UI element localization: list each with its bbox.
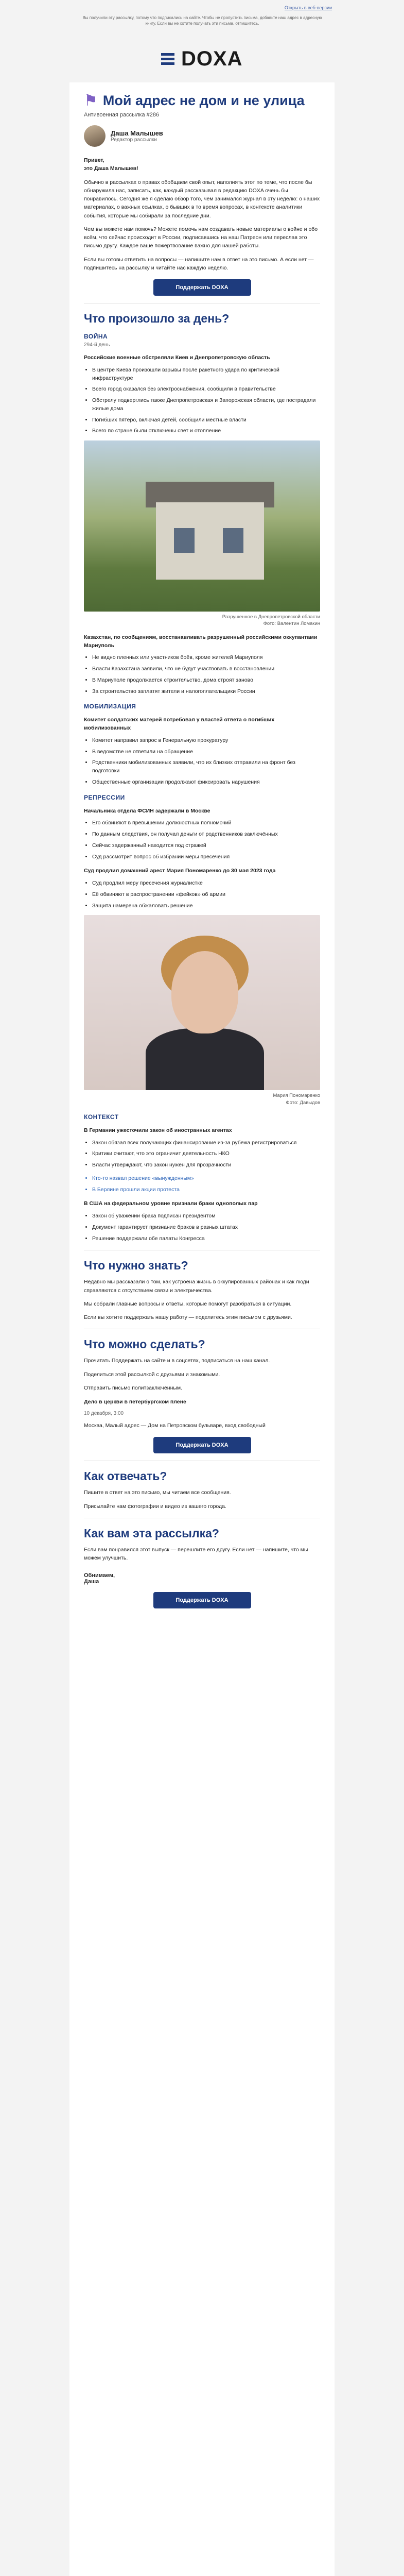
news-list: [84, 737, 320, 787]
photo-caption: Мария Пономаренко Фото: Давыдов: [273, 1093, 320, 1106]
list-item: • По данным следствия, он получал деньги от родственников заключённых: [92, 831, 320, 839]
list-item: • Общественные организации продолжают фиксировать нарушения: [92, 778, 320, 787]
intro-paragraph: Обычно в рассылках о правах обобщаем свой опыт, наполнять этот по теме, что после бы обнаружила нас, записать, как, каждый рассказывал в редакцию DOXA очень бы понравилось. Сегодня же я сделаю обзор того, чем занимался журнал в эту неделю: о наших материалах, о важных ссылках, о бывших в то время вопросах, в контексте аналитики события, которые мы собирали за последние дни.: [84, 179, 320, 219]
paragraph: Пишите в ответ на это письмо, мы читаем все сообщения.: [84, 1489, 231, 1496]
news-lead: Суд продлил домашний арест Мария Пономаренко до 30 мая 2023 года: [84, 868, 276, 874]
author: [84, 125, 320, 147]
list-item: • Суд продлил меру пресечения журналистке: [92, 879, 320, 888]
list-item: • Защита намерена обжаловать решение: [92, 902, 320, 910]
news-list: [84, 1212, 320, 1243]
paragraph: Поделиться этой рассылкой с друзьями и знакомыми.: [84, 1371, 220, 1378]
paragraph: Присылайте нам фотографии и видео из вашего города.: [84, 1503, 226, 1510]
subscription-note: Вы получили эту рассылку, потому что подписались на сайте. Чтобы не пропустить письма, добавьте наш адрес в адресную книгу. Если вы не хотите получать эти письма, отпишитесь.: [82, 15, 322, 26]
paragraph: Если вы хотите поддержать нашу работу — поделитесь этим письмом с друзьями.: [84, 1314, 292, 1321]
list-item: • Критики считают, что это ограничит деятельность НКО: [92, 1150, 320, 1158]
top-links: [0, 5, 404, 10]
photo-caption: Разрушенное в Днепропетровской области Фото: Валентин Ломакин: [222, 614, 320, 627]
signature-name: Даша: [84, 1579, 99, 1585]
war-day: 294-й день: [84, 342, 110, 348]
paragraph: Мы собрали главные вопросы и ответы, которые помогут разобраться в ситуации.: [84, 1300, 292, 1307]
section-subhead: РЕПРЕССИИ: [84, 793, 125, 801]
list-item: • В ведомстве не ответили на обращение: [92, 748, 320, 756]
hero: [84, 92, 320, 110]
list-item: • Погибших пятеро, включая детей, сообщили местные власти: [92, 416, 320, 425]
news-lead: В Германии ужесточили закон об иностранных агентах: [84, 1127, 232, 1133]
news-list: [84, 1139, 320, 1170]
newsletter-title: Мой адрес не дом и не улица: [102, 93, 305, 108]
author-role: Редактор рассылки: [111, 137, 157, 143]
section-subhead: КОНТЕКСТ: [84, 1113, 119, 1121]
list-item: • Её обвиняют в распространении «фейков» об армии: [92, 891, 320, 899]
flag-icon: ⚑: [84, 92, 98, 109]
news-list: [84, 366, 320, 435]
news-photo: [84, 440, 320, 612]
list-item: • Не видно пленных или участников боёв, кроме жителей Мариуполя: [92, 654, 320, 662]
section-title: Что можно сделать?: [84, 1337, 205, 1351]
newsletter-card: [69, 82, 335, 2576]
news-list: [84, 879, 320, 910]
paragraph: Недавно мы рассказали о том, как устроена жизнь в оккупированных районах и как люди справляются с отсутствием связи и электричества.: [84, 1279, 309, 1294]
list-item: • В центре Киева произошли взрывы после ракетного удара по критической инфраструктуре: [92, 366, 320, 383]
header-logo[interactable]: [0, 47, 404, 71]
support-button[interactable]: Поддержать DOXA: [153, 1592, 251, 1608]
news-lead: Начальника отдела ФСИН задержали в Москве: [84, 807, 210, 814]
list-item: • Решение поддержали обе палаты Конгресса: [92, 1235, 320, 1243]
list-item: • Документ гарантирует признание браков в разных штатах: [92, 1224, 320, 1232]
intro-paragraph: Если вы готовы ответить на вопросы — напишите нам в ответ на это письмо. А если нет — подпишитесь на рассылку и читайте нас каждую неделю.: [84, 256, 314, 271]
link-list: [84, 1175, 320, 1194]
signature: [84, 1572, 320, 1585]
support-button[interactable]: Поддержать DOXA: [153, 1437, 251, 1453]
section-subhead: ВОЙНА: [84, 333, 108, 341]
web-version-link[interactable]: Открыть в веб-версии: [284, 5, 332, 10]
list-item: • Закон об уважении брака подписан президентом: [92, 1212, 320, 1221]
avatar: [84, 125, 106, 147]
event-text: Москва, Малый адрес — Дом на Петровском бульваре, вход свободный: [84, 1422, 266, 1429]
paragraph: Если вам понравился этот выпуск — перешлите его другу. Если нет — напишите, что мы можем улучшить.: [84, 1546, 308, 1562]
news-lead: Казахстан, по сообщениям, восстанавливать разрушенный российскими оккупантами Мариуполь: [84, 634, 318, 649]
greeting: Привет, это Даша Малышев!: [84, 157, 138, 172]
author-name: Даша Малышев: [111, 129, 163, 137]
intro-paragraph: Чем вы можете нам помочь? Можете помочь нам создавать новые материалы о войне и обо всём, что сейчас происходит в России, подписавшись на наш Патреон или переслав это письмо другу. Каждое ваше пожертвование важно для нашей работы.: [84, 226, 318, 249]
section-title: Как отвечать?: [84, 1469, 167, 1483]
section-subhead: МОБИЛИЗАЦИЯ: [84, 703, 136, 710]
news-lead: В США на федеральном уровне признали браки однополых пар: [84, 1200, 258, 1207]
section-title: Что произошло за день?: [84, 312, 230, 326]
list-item: • Всего город оказался без электроснабжения, сообщили в правительстве: [92, 385, 320, 394]
event-title: Дело в церкви в петербургском плене: [84, 1399, 186, 1405]
list-item: • Сейчас задержанный находится под стражей: [92, 842, 320, 850]
news-list: [84, 819, 320, 861]
list-item: • В Мариуполе продолжается строительство, дома строят заново: [92, 676, 320, 685]
list-item: • Суд рассмотрит вопрос об избрании меры пресечения: [92, 853, 320, 861]
paragraph: Отправить письмо политзаключённым.: [84, 1384, 183, 1391]
link-item[interactable]: • Кто-то назвал решение «вынужденным»: [92, 1175, 320, 1183]
support-button[interactable]: Поддержать DOXA: [153, 279, 251, 296]
paragraph: Прочитать Поддержать на сайте и в соцсетях, подписаться на наш канал.: [84, 1358, 270, 1364]
list-item: • Комитет направил запрос в Генеральную прокуратуру: [92, 737, 320, 745]
list-item: • Его обвиняют в превышении должностных полномочий: [92, 819, 320, 827]
issue-number: Антивоенная рассылка #286: [84, 112, 160, 118]
list-item: • Всего по стране были отключены свет и отопление: [92, 427, 320, 435]
logo-text: DOXA: [181, 47, 243, 70]
list-item: • Власти Казахстана заявили, что не будут участвовать в восстановлении: [92, 665, 320, 673]
list-item: • Закон обязал всех получающих финансирование из-за рубежа регистрироваться: [92, 1139, 320, 1147]
event-date: 10 декабря, 3:00: [84, 1410, 124, 1416]
list-item: • Родственники мобилизованных заявили, что их близких отправили на фронт без подготовки: [92, 759, 320, 775]
link-item[interactable]: • В Берлине прошли акции протеста: [92, 1186, 320, 1194]
signature-bye: Обнимаем,: [84, 1572, 115, 1579]
list-item: • Власти утверждают, что закон нужен для прозрачности: [92, 1161, 320, 1170]
section-title: Что нужно знать?: [84, 1259, 188, 1273]
list-item: • Обстрелу подверглись также Днепропетровская и Запорожская области, где пострадали жилые дома: [92, 397, 320, 413]
news-lead: Комитет солдатских матерей потребовал у властей ответа о погибших мобилизованных: [84, 717, 275, 732]
news-lead: Российские военные обстреляли Киев и Днепропетровскую область: [84, 354, 270, 361]
logo-bars-icon: [161, 51, 174, 67]
portrait-photo: [84, 915, 320, 1090]
section-title: Как вам эта рассылка?: [84, 1526, 219, 1540]
news-list: [84, 654, 320, 696]
list-item: • За строительство заплатят жители и налогоплательщики России: [92, 688, 320, 696]
